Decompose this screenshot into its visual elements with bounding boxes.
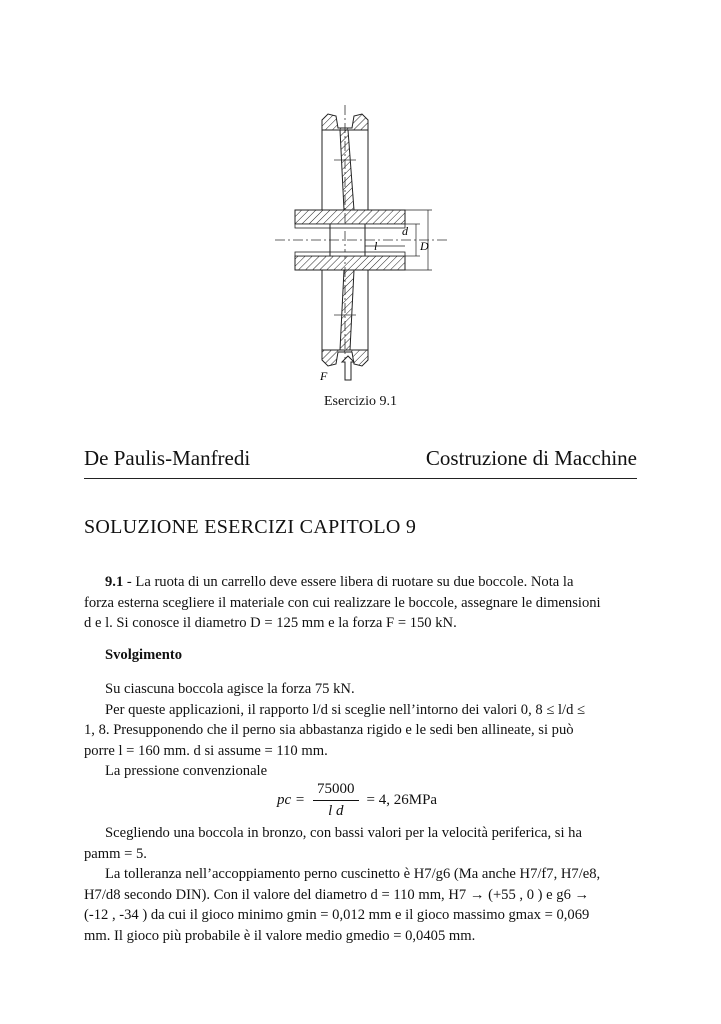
header-rule bbox=[84, 478, 637, 479]
label-D: D bbox=[420, 239, 429, 253]
header-book-title: Costruzione di Macchine bbox=[425, 446, 637, 470]
equation-rhs: = 4, 26MPa bbox=[366, 791, 438, 808]
paragraph-4-line-1: Scegliendo una boccola in bronzo, con bassi valori per la velocità periferica, si ha bbox=[105, 825, 582, 841]
solution-heading: Svolgimento bbox=[105, 647, 183, 663]
paragraph-5-line-1: La tolleranza nell’accoppiamento perno cuscinetto è H7/g6 (Ma anche H7/f7, H7/e8, bbox=[105, 866, 601, 882]
page-header bbox=[84, 446, 637, 471]
problem-line-3: d e l. Si conosce il diametro D = 125 mm e la forza F = 150 kN. bbox=[84, 615, 457, 631]
paragraph-5-line-2: H7/d8 secondo DIN). Con il valore del diametro d = 110 mm, H7 → (+55 , 0 ) e g6 → bbox=[84, 886, 590, 903]
equation-numerator: 75000 bbox=[313, 781, 359, 801]
figure-caption: Esercizio 9.1 bbox=[323, 394, 398, 409]
chapter-title: SOLUZIONE ESERCIZI CAPITOLO 9 bbox=[84, 516, 417, 538]
wheel-section-diagram bbox=[270, 100, 460, 390]
label-F: F bbox=[320, 369, 328, 383]
solution-body-1 bbox=[84, 679, 637, 782]
problem-line-1: - La ruota di un carrello deve essere libera di ruotare su due boccole. Nota la bbox=[123, 574, 574, 590]
paragraph-3: La pressione convenzionale bbox=[105, 763, 268, 779]
paragraph-2-line-1: Per queste applicazioni, il rapporto l/d si sceglie nell’intorno dei valori 0, 8 ≤ l/d ≤ bbox=[105, 701, 586, 718]
paragraph-5-line-3: (-12 , -34 ) da cui il gioco minimo gmin = 0,012 mm e il gioco massimo gmax = 0,069 bbox=[84, 907, 590, 923]
paragraph-2-line-2: 1, 8. Presupponendo che il perno sia abbastanza rigido e le sedi ben allineate, si può bbox=[84, 722, 574, 738]
problem-number: 9.1 bbox=[105, 574, 124, 590]
paragraph-2-line-3: porre l = 160 mm. d si assume = 110 mm. bbox=[84, 742, 328, 759]
header-authors: De Paulis-Manfredi bbox=[84, 446, 251, 470]
label-l: l bbox=[374, 239, 378, 253]
wheel-drawing bbox=[270, 100, 460, 390]
problem-line-2: forza esterna scegliere il materiale con cui realizzare le boccole, assegnare le dimensioni bbox=[84, 594, 601, 611]
equation-lhs: pc = bbox=[277, 791, 306, 808]
equation-fraction bbox=[313, 781, 359, 820]
problem-statement bbox=[84, 572, 637, 634]
solution-body-2 bbox=[84, 823, 637, 946]
force-arrow-icon bbox=[342, 356, 354, 380]
paragraph-1: Su ciascuna boccola agisce la forza 75 kN. bbox=[105, 681, 355, 697]
label-d: d bbox=[402, 224, 408, 238]
paragraph-4-line-2: pamm = 5. bbox=[84, 845, 147, 862]
equation-denominator: l d bbox=[328, 802, 344, 819]
paragraph-5-line-4: mm. Il gioco più probabile è il valore medio gmedio = 0,0405 mm. bbox=[84, 927, 476, 944]
